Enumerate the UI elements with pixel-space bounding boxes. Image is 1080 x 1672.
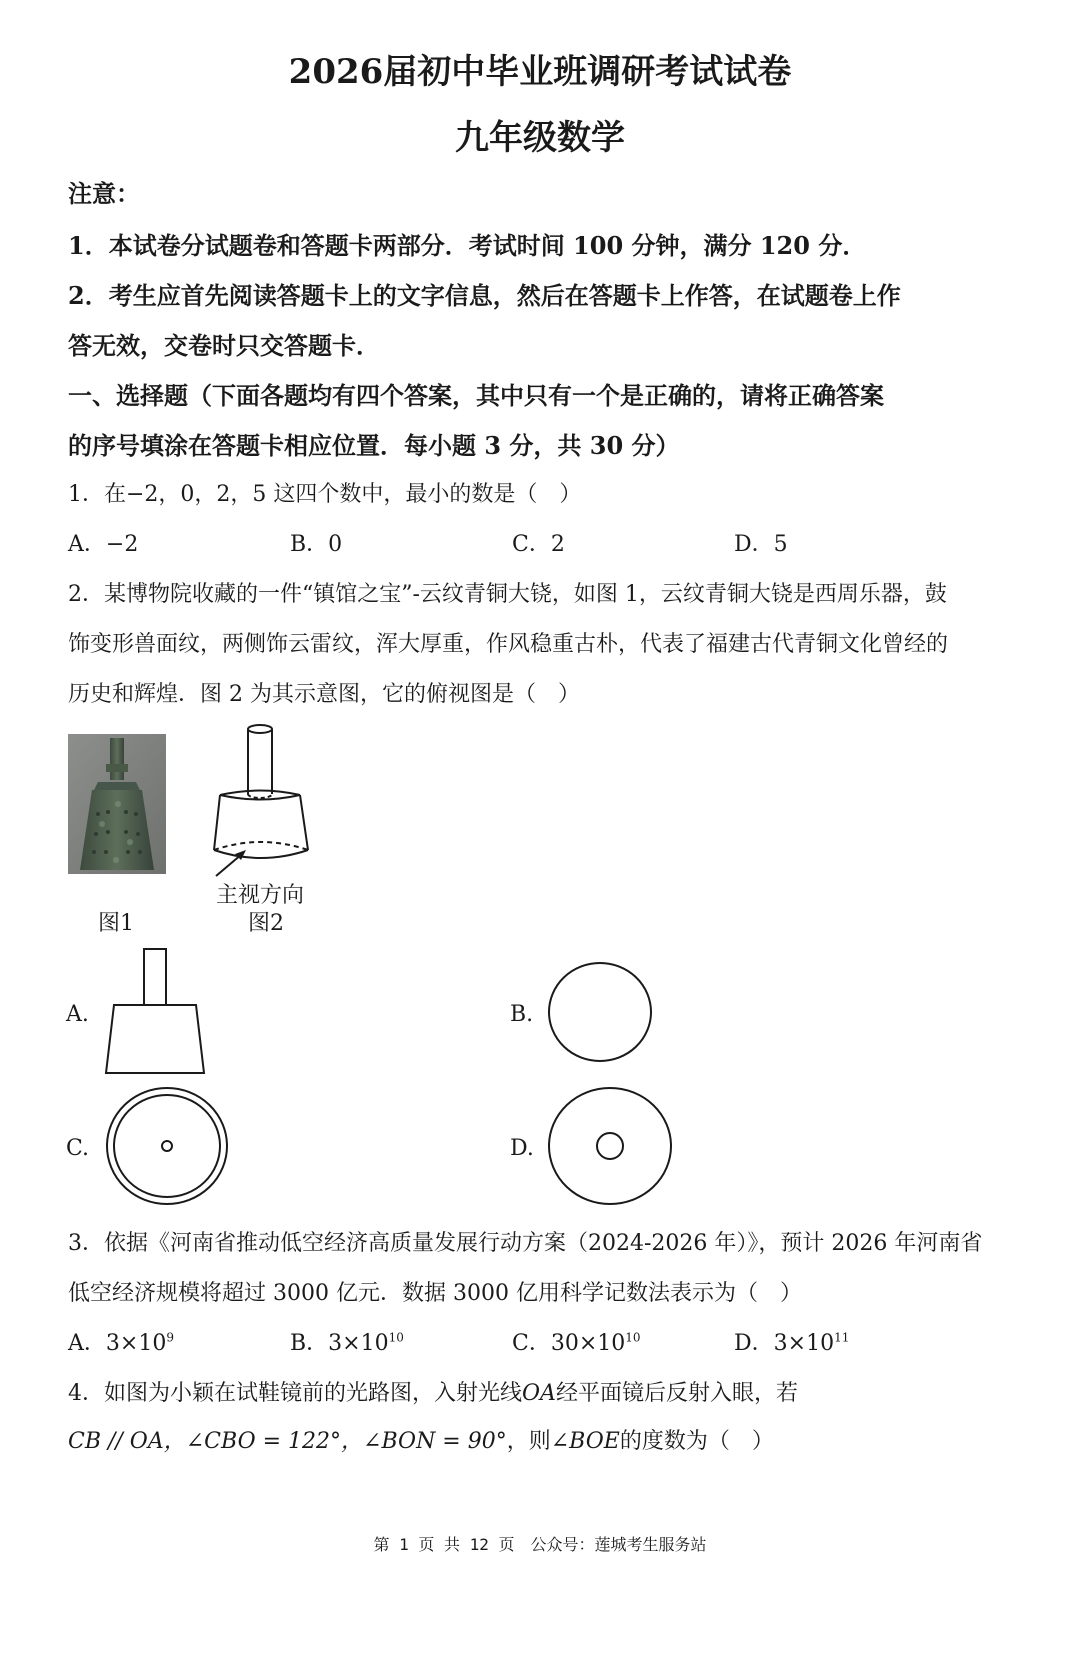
q4-condition-math: CB // OA，∠CBO = 122°，∠BON = 90° [68, 1429, 507, 1454]
page-footer: 第 1 页 共 12 页 公众号：莲城考生服务站 [373, 1535, 707, 1554]
notice-label: 注意： [68, 179, 140, 208]
option-base: 3×10 [773, 1331, 835, 1356]
figure-2-caption: 图2 [248, 911, 284, 936]
question-2-option-d-label: D. [510, 1136, 534, 1161]
question-3-option-b [290, 1326, 404, 1357]
option-b-circle-shape [546, 960, 654, 1064]
question-3-line-1: 3．依据《河南省推动低空经济高质量发展行动方案（2024-2026 年）》，预计 2026 年河南省 [68, 1231, 983, 1256]
option-base: 3×10 [105, 1331, 167, 1356]
question-2-line-3: 历史和辉煌．图 2 为其示意图，它的俯视图是（ ） [68, 682, 580, 707]
section-header-line-2: 的序号填涂在答题卡相应位置．每小题 3 分，共 30 分） [68, 431, 680, 460]
question-2-line-2: 饰变形兽面纹，两侧饰云雷纹，浑大厚重，作风稳重古朴，代表了福建古代青铜文化曾经的 [68, 632, 949, 657]
question-2-line-1: 2．某博物院收藏的一件“镇馆之宝”-云纹青铜大铙，如图 1，云纹青铜大铙是西周乐器，鼓 [68, 582, 947, 607]
question-3-option-d [734, 1326, 849, 1357]
question-3-line-2: 低空经济规模将超过 3000 亿元．数据 3000 亿用科学记数法表示为（ ） [68, 1281, 802, 1306]
question-1-option-a: A．−2 [68, 532, 139, 557]
option-label: A． [68, 1331, 106, 1356]
q4-text-a: 4．如图为小颖在试鞋镜前的光路图，入射光线 [68, 1381, 522, 1406]
question-1-option-d: D．5 [734, 532, 788, 557]
q4-text-d: 的度数为（ ） [619, 1429, 774, 1454]
option-exponent: 10 [625, 1330, 641, 1345]
notice-item-1: 1．本试卷分试题卷和答题卡两部分．考试时间 100 分钟，满分 120 分． [68, 231, 867, 260]
question-4-line-2 [68, 1424, 774, 1455]
q4-var-oa: OA [522, 1381, 556, 1406]
view-direction-label: 主视方向 [216, 883, 305, 908]
question-1-option-b: B．0 [290, 532, 343, 557]
section-header-line-1: 一、选择题（下面各题均有四个答案，其中只有一个是正确的，请将正确答案 [68, 381, 884, 410]
q4-angle-boe: ∠BOE [550, 1429, 620, 1454]
question-3-option-a [68, 1326, 174, 1357]
option-base: 3×10 [328, 1331, 389, 1356]
q4-text-c: ，则 [506, 1429, 551, 1454]
question-1-option-c: C．2 [512, 532, 565, 557]
option-base: 30×10 [550, 1331, 626, 1356]
question-2-option-c-label: C. [66, 1136, 90, 1161]
question-3-option-c [512, 1326, 641, 1357]
bronze-bell-photo [68, 734, 166, 874]
option-label: B． [290, 1331, 329, 1356]
option-d-ring-shape [546, 1085, 674, 1209]
option-a-front-view-shape [100, 945, 210, 1077]
question-2-option-b-label: B. [510, 1002, 534, 1027]
figure-1-caption: 图1 [98, 911, 134, 936]
bell-schematic-figure [200, 720, 330, 880]
option-exponent: 11 [834, 1330, 850, 1345]
notice-item-2-line-1: 2．考生应首先阅读答题卡上的文字信息，然后在答题卡上作答，在试题卷上作 [68, 281, 901, 310]
notice-item-2-line-2: 答无效，交卷时只交答题卡． [68, 331, 380, 360]
option-exponent: 9 [166, 1330, 174, 1345]
question-1-stem: 1．在−2，0，2，5 这四个数中，最小的数是（ ） [68, 482, 582, 507]
q4-text-b: 经平面镜后反射入眼，若 [555, 1381, 798, 1406]
question-4-line-1 [68, 1376, 798, 1407]
option-c-double-circle-shape [104, 1085, 232, 1209]
question-2-option-a-label: A. [66, 1002, 89, 1027]
option-exponent: 10 [388, 1330, 404, 1345]
exam-subtitle: 九年级数学 [455, 118, 625, 158]
option-label: D． [734, 1331, 774, 1356]
exam-title: 2026届初中毕业班调研考试试卷 [288, 52, 792, 92]
option-label: C． [512, 1331, 551, 1356]
